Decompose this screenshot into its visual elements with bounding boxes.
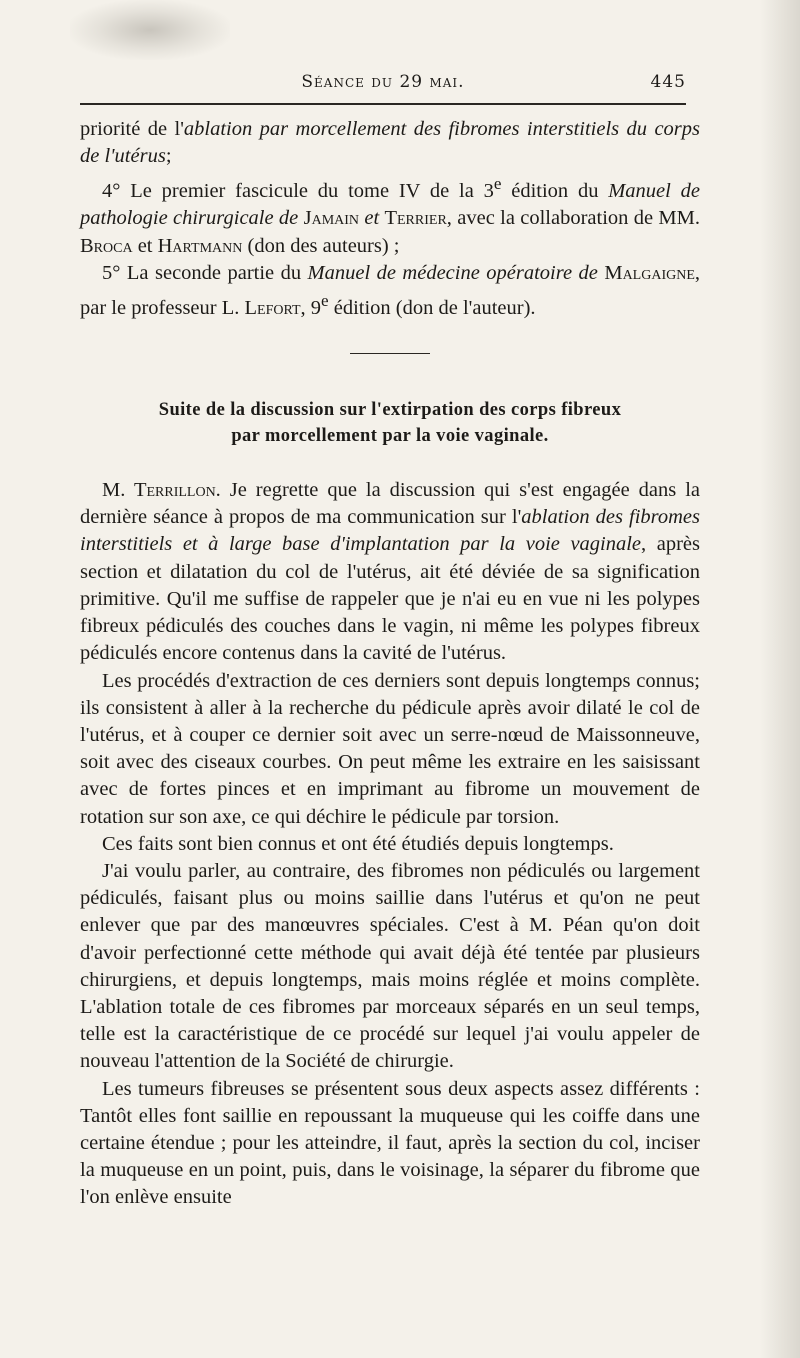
- paragraph-1: M. Terrillon. Je regrette que la discussion qui s'est engagée dans la dernière séance à propos de ma communication sur l'ablation des fibromes interstitiels et à large base d'implantation par la voie vaginale, après section et dilatation du col de l'utérus, ait été déviée de sa signification primitive. Qu'il me suffise de rappeler que je n'ai eu en vue ni les polypes fibreux pédiculés des couches dans le vagin, ni même les polypes fibreux pédiculés encore contenus dans la cavité de l'utérus.: [80, 479, 701, 665]
- page-edge-shadow: [760, 0, 800, 1358]
- paragraph-4: J'ai voulu parler, au contraire, des fibromes non pédiculés ou largement pédiculés, faisant plus ou moins saillie dans l'utérus et qu'on ne peut enlever que par des manœuvres spéciales. C'est à M. Péan qu'on doit d'avoir perfectionné cette méthode qui avait déjà été tentée par plusieurs chirurgiens, et depuis longtemps, mais moins réglée et moins complète. L'ablation totale de ces fibromes par morceaux séparés en un seul temps, telle est la caractéristique de ce procédé sur lequel j'ai voulu appeler de nouveau l'attention de la Société de chirurgie.: [80, 859, 700, 1073]
- section-separator-rule: [350, 353, 430, 354]
- section-heading: [90, 397, 690, 449]
- running-title: Séance du 29 mai.: [301, 72, 465, 92]
- header-rule: [80, 103, 686, 105]
- section-heading-line-2: par morcellement par la voie vaginale.: [231, 426, 549, 447]
- list-item-4: 4° Le premier fascicule du tome IV de la 3e édition du Manuel de pathologie chirurgicale de Jamain et Terrier, avec la collaboration de MM. Broca et Hartmann (don des auteurs) ;: [80, 174, 700, 257]
- list-item-5: 5° La seconde partie du Manuel de médecine opératoire de Malgaigne, par le professeur L. Lefort, 9e édition (don de l'auteur).: [80, 261, 701, 319]
- running-header: [80, 72, 686, 98]
- paragraph-2: Les procédés d'extraction de ces derniers sont depuis longtemps connus; ils consistent à aller à la recherche du pédicule après avoir dilaté le col de l'utérus, et à couper ce dernier soit avec un serre-nœud de Maissonneuve, soit avec des ciseaux courbes. On peut même les extraire en les saisissant avec de fortes pinces et en imprimant au fibrome un mouvement de rotation sur son axe, ce qui déchire le pédicule par torsion.: [80, 669, 700, 828]
- speaker-name: M. Terrillon.: [102, 479, 221, 502]
- list-item-3-continuation: priorité de l'ablation par morcellement des fibromes interstitiels du corps de l'utérus;: [80, 118, 701, 168]
- paragraph-3: Ces faits sont bien connus et ont été étudiés depuis longtemps.: [102, 832, 614, 855]
- paragraph-5: Les tumeurs fibreuses se présentent sous deux aspects assez différents : Tantôt elles font saillie en repoussant la muqueuse qui les coiffe dans une certaine étendue ; pour les atteindre, il faut, après la section du col, inciser la muqueuse en un point, puis, dans le voisinage, la séparer du fibrome que l'on enlève ensuite: [80, 1077, 700, 1209]
- section-heading-line-1: Suite de la discussion sur l'extirpation des corps fibreux: [158, 400, 622, 421]
- paper-stain: [70, 0, 230, 60]
- page-number: 445: [650, 72, 686, 92]
- page-text: [80, 116, 700, 1212]
